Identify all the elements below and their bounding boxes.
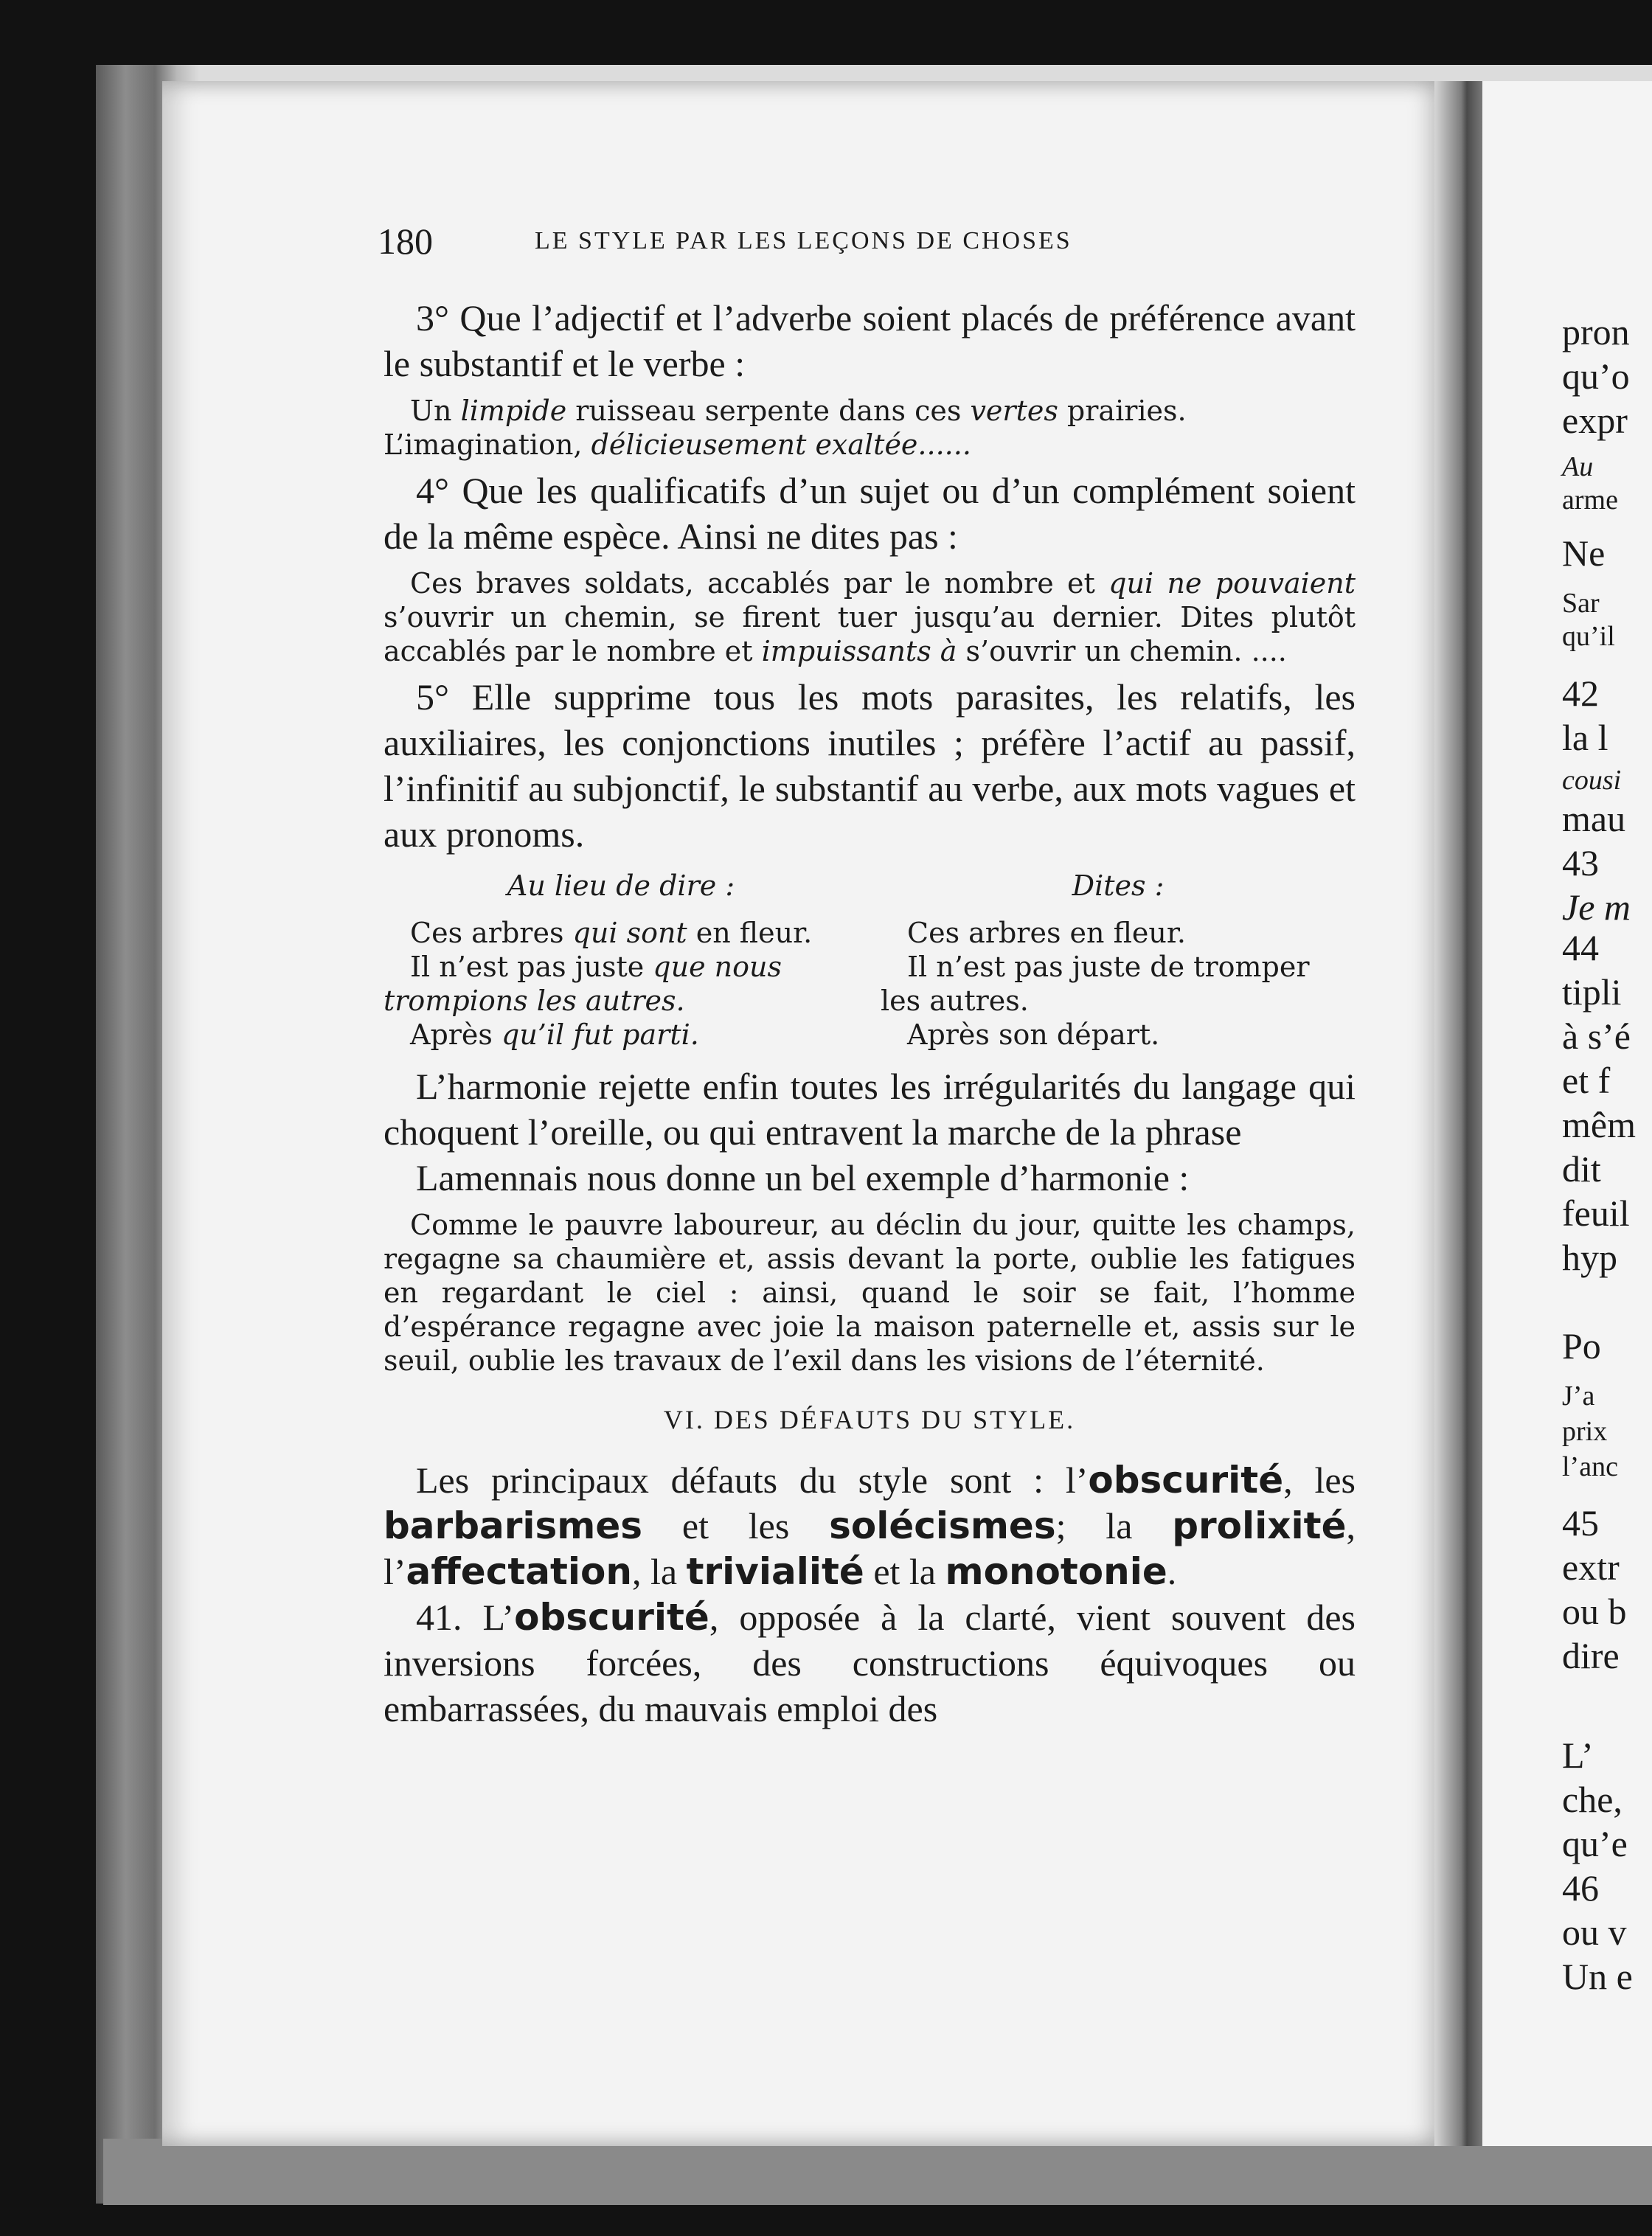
bold-term: monotonie xyxy=(945,1550,1167,1593)
page-body xyxy=(384,295,1356,1732)
comparison-left-row xyxy=(384,950,858,1018)
right-page-line: dit xyxy=(1562,1148,1601,1190)
bold-term: solécismes xyxy=(829,1504,1056,1547)
right-page-line: 46 xyxy=(1562,1867,1599,1909)
example-lamennais-quote: Comme le pauvre laboureur, au déclin du jour, quitte les champs, regagne sa chaumière et, assis devant la porte, oublie les fatigues en regardant le ciel : ainsi, quand le soir se fait, l’homme d’espérance regagne avec joie la maison paternelle et, assis sur le seuil, oublie les travaux de l’exil dans les visions de l’éternité. xyxy=(384,1209,1356,1377)
right-page-line: Po xyxy=(1562,1325,1601,1367)
running-head: LE STYLE PAR LES LEÇONS DE CHOSES xyxy=(535,227,1072,254)
right-page-line: et f xyxy=(1562,1060,1611,1101)
text: Un xyxy=(410,395,461,427)
right-page-line: 44 xyxy=(1562,927,1599,968)
comparison-table xyxy=(384,869,1356,1052)
right-page-line: qu’o xyxy=(1562,355,1630,397)
comparison-right-column xyxy=(873,869,1356,1052)
right-page-line: à s’é xyxy=(1562,1015,1631,1057)
text: , la xyxy=(631,1551,687,1592)
italic-text: impuissants à xyxy=(761,635,957,667)
text: Il n’est pas juste de tromper les autres. xyxy=(881,951,1310,1017)
italic-text: limpide xyxy=(460,395,567,427)
comparison-left-row xyxy=(384,916,858,950)
bold-term: prolixité xyxy=(1172,1504,1347,1547)
right-page-line: Au xyxy=(1562,451,1594,482)
bold-term: barbarismes xyxy=(384,1504,643,1547)
example-qualificatifs xyxy=(384,566,1356,668)
comparison-right-row xyxy=(881,950,1356,1018)
book-bottom-edge xyxy=(103,2139,1652,2205)
right-page-line: dire xyxy=(1562,1635,1620,1676)
paragraph-defauts xyxy=(384,1457,1356,1594)
paragraph-harmonie: L’harmonie rejette enfin toutes les irrégularités du langage qui choquent l’oreille, ou qui entravent la marche de la phrase xyxy=(384,1066,1356,1153)
text: en fleur. xyxy=(687,917,813,949)
right-page-line: mau xyxy=(1562,798,1626,839)
text: et les xyxy=(642,1505,830,1546)
paragraph-4: 4° Que les qualificatifs d’un sujet ou d’un complément soient de la même espèce. Ainsi ne dites pas : xyxy=(384,470,1356,557)
right-page-line: cousi xyxy=(1562,765,1622,796)
text: prairies. xyxy=(1058,395,1187,427)
text: Les principaux défauts du style sont : l’ xyxy=(416,1459,1089,1501)
text: s’ouvrir un chemin, se firent tuer jusqu’au dernier. Dites plutôt accablés par le nombre et xyxy=(384,601,1356,667)
right-page-line: ou v xyxy=(1562,1912,1627,1953)
comparison-right-row: Ces arbres en fleur. xyxy=(907,917,1186,949)
right-page-line: qu’e xyxy=(1562,1823,1628,1864)
right-page-line: arme xyxy=(1562,485,1618,515)
paragraph-lamennais: Lamennais nous donne un bel exemple d’harmonie : xyxy=(416,1157,1190,1198)
text: Après xyxy=(410,1018,502,1051)
comparison-left-column xyxy=(384,869,873,1052)
right-page-line: l’anc xyxy=(1562,1451,1618,1482)
right-page-line: la l xyxy=(1562,717,1608,758)
italic-text: qui ne pouvaient xyxy=(1108,567,1356,600)
italic-text: vertes xyxy=(970,395,1058,427)
text: , opposée à la clarté, vient souvent des inversions forcées, des constructions équivoques ou embarrassées, du mauvais emploi des xyxy=(384,1597,1356,1729)
right-page-line: 45 xyxy=(1562,1502,1599,1544)
right-page-line: che, xyxy=(1562,1779,1622,1820)
right-page-line: Ne xyxy=(1562,532,1606,574)
comparison-right-row: Après son départ. xyxy=(907,1018,1160,1051)
right-page-line: L’ xyxy=(1562,1735,1594,1776)
right-page-line: Sar xyxy=(1562,588,1600,619)
text: et la xyxy=(864,1551,945,1592)
example-adjective xyxy=(384,394,1356,462)
page-number: 180 xyxy=(378,221,433,262)
right-page-line: qu’il xyxy=(1562,621,1615,652)
paragraph-3: 3° Que l’adjectif et l’adverbe soient placés de préférence avant le substantif et le verbe : xyxy=(384,297,1356,384)
right-page-line: J’a xyxy=(1562,1381,1595,1412)
page-header xyxy=(378,220,1425,264)
text: , les xyxy=(1283,1459,1356,1501)
text: ; la xyxy=(1055,1505,1173,1546)
right-page-line: prix xyxy=(1562,1416,1608,1447)
text: s’ouvrir un chemin. .... xyxy=(957,635,1287,667)
comparison-left-row xyxy=(384,1018,858,1052)
text: Ces braves soldats, accablés par le nombre et xyxy=(410,567,1109,600)
italic-text: que nous trompions les autres. xyxy=(384,951,782,1017)
right-page-line: hyp xyxy=(1562,1237,1617,1278)
paragraph-5: 5° Elle supprime tous les mots parasites, les relatifs, les auxiliaires, les conjonctions inutiles ; préfère l’actif au passif, l’infinitif au subjonctif, le substantif au verbe, aux mots vagues et aux pronoms. xyxy=(384,676,1356,855)
bold-term: affectation xyxy=(406,1550,632,1593)
right-page-line: tipli xyxy=(1562,971,1622,1013)
right-page-line: expr xyxy=(1562,400,1628,441)
right-page-line: ou b xyxy=(1562,1591,1627,1632)
right-page-line: 43 xyxy=(1562,842,1599,883)
right-page-line: feuil xyxy=(1562,1192,1630,1234)
left-column-heading: Au lieu de dire : xyxy=(507,869,735,902)
section-title: VI. DES DÉFAUTS DU STYLE. xyxy=(663,1405,1076,1434)
text: Il n’est pas juste xyxy=(410,951,653,983)
right-page-line: mêm xyxy=(1562,1104,1636,1145)
text: , l’ xyxy=(384,1505,1356,1592)
italic-text: qui sont xyxy=(572,917,687,949)
text: L’imagination, xyxy=(384,428,591,461)
bold-term: obscurité xyxy=(514,1596,709,1639)
right-page-line: Je m xyxy=(1562,886,1631,928)
text: ruisseau serpente dans ces xyxy=(566,395,971,427)
right-page-line: extr xyxy=(1562,1546,1620,1588)
bold-term: trivialité xyxy=(686,1550,864,1593)
text: Ces arbres xyxy=(410,917,573,949)
italic-text: qu’il fut parti. xyxy=(502,1018,699,1051)
text: 41. L’ xyxy=(416,1597,515,1638)
right-page-line: Un e xyxy=(1562,1956,1633,1997)
bold-term: obscurité xyxy=(1088,1459,1284,1501)
right-page-line: 42 xyxy=(1562,673,1599,714)
italic-text: délicieusement exaltée...... xyxy=(591,428,971,461)
text: . xyxy=(1167,1551,1177,1592)
right-column-heading: Dites : xyxy=(1072,869,1165,902)
paragraph-41 xyxy=(384,1594,1356,1732)
right-page-line: pron xyxy=(1562,311,1630,353)
